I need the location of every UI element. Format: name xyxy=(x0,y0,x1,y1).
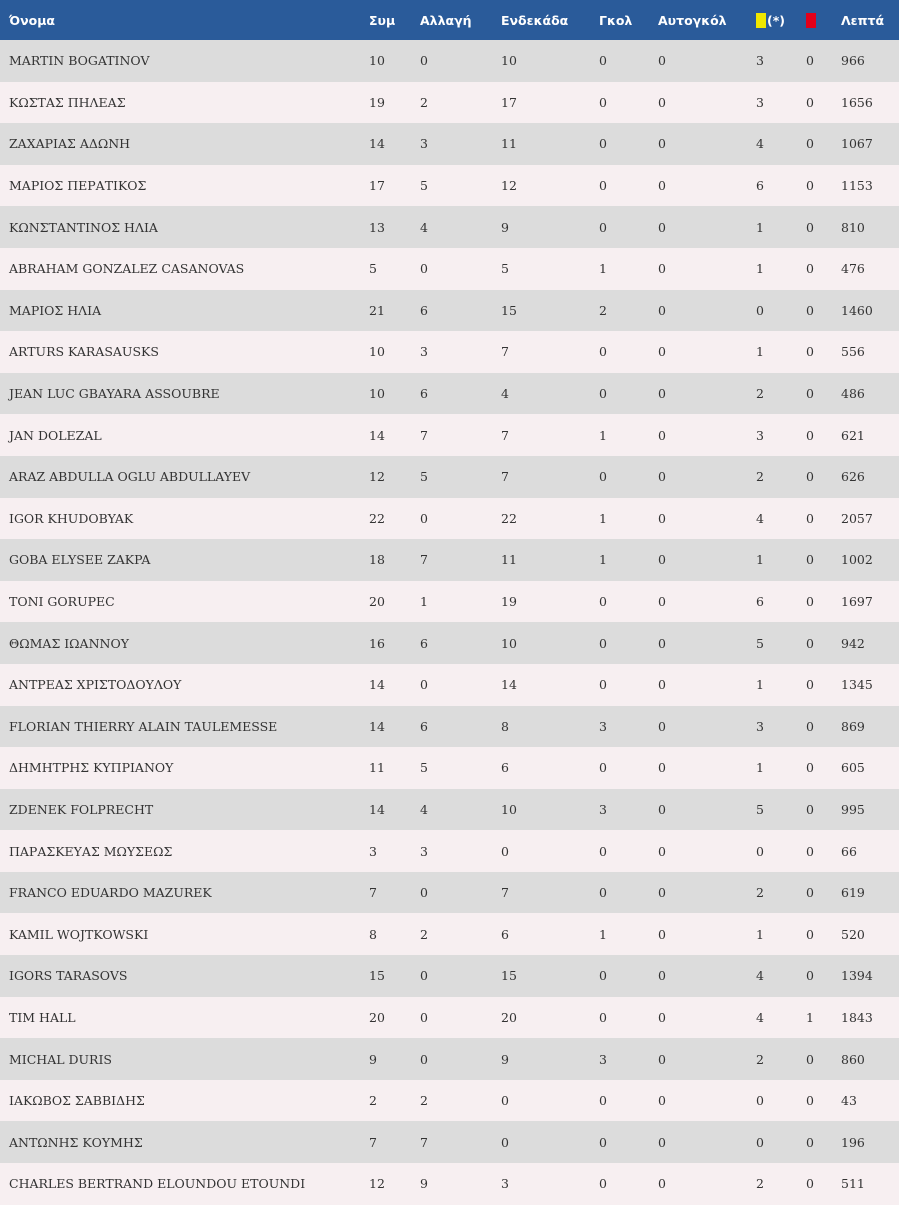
minutes-cell: 810 xyxy=(841,219,865,235)
table-row[interactable] xyxy=(0,123,899,165)
minutes-cell: 2057 xyxy=(841,510,873,526)
goals-cell: 0 xyxy=(599,178,607,194)
red-cards-cell: 0 xyxy=(806,344,814,360)
yellow-card-icon xyxy=(756,13,766,28)
own-goals-cell: 0 xyxy=(658,427,666,443)
yellow-cards-cell: 0 xyxy=(756,302,764,318)
apps-cell: 14 xyxy=(369,677,385,693)
red-cards-cell: 0 xyxy=(806,843,814,859)
header-sub[interactable]: Αλλαγή xyxy=(420,12,472,28)
table-row[interactable] xyxy=(0,581,899,623)
player-name-cell: FLORIAN THIERRY ALAIN TAULEMESSE xyxy=(9,718,278,734)
minutes-cell: 476 xyxy=(841,261,865,277)
own-goals-cell: 0 xyxy=(658,1134,666,1150)
goals-cell: 3 xyxy=(599,1051,607,1067)
red-cards-cell: 0 xyxy=(806,1176,814,1192)
goals-cell: 1 xyxy=(599,510,607,526)
own-goals-cell: 0 xyxy=(658,1093,666,1109)
red-cards-cell: 0 xyxy=(806,801,814,817)
starting-cell: 7 xyxy=(501,427,509,443)
apps-cell: 14 xyxy=(369,136,385,152)
starting-cell: 15 xyxy=(501,968,517,984)
table-row[interactable] xyxy=(0,1163,899,1205)
minutes-cell: 860 xyxy=(841,1051,865,1067)
red-cards-cell: 0 xyxy=(806,53,814,69)
own-goals-cell: 0 xyxy=(658,1176,666,1192)
starting-cell: 7 xyxy=(501,344,509,360)
starting-cell: 11 xyxy=(501,552,517,568)
table-row[interactable] xyxy=(0,1121,899,1163)
own-goals-cell: 0 xyxy=(658,178,666,194)
table-row[interactable] xyxy=(0,206,899,248)
goals-cell: 0 xyxy=(599,136,607,152)
own-goals-cell: 0 xyxy=(658,1009,666,1025)
sub-cell: 5 xyxy=(420,760,428,776)
red-cards-cell: 0 xyxy=(806,469,814,485)
player-name-cell: IGORS TARASOVS xyxy=(9,968,128,984)
player-name-cell: GOBA ELYSEE ZAKPA xyxy=(9,552,151,568)
player-name-cell: ΑΝΤΡΕΑΣ ΧΡΙΣΤΟΔΟΥΛΟΥ xyxy=(9,677,182,693)
own-goals-cell: 0 xyxy=(658,635,666,651)
starting-cell: 0 xyxy=(501,843,509,859)
table-row[interactable] xyxy=(0,706,899,748)
starting-cell: 7 xyxy=(501,469,509,485)
yellow-cards-cell: 2 xyxy=(756,1051,764,1067)
yellow-cards-cell: 4 xyxy=(756,136,764,152)
starting-cell: 3 xyxy=(501,1176,509,1192)
apps-cell: 19 xyxy=(369,94,385,110)
player-name-cell: JAN DOLEZAL xyxy=(9,427,102,443)
player-name-cell: MARTIN BOGATINOV xyxy=(9,53,150,69)
minutes-cell: 520 xyxy=(841,926,865,942)
yellow-cards-cell: 3 xyxy=(756,53,764,69)
yellow-cards-cell: 5 xyxy=(756,635,764,651)
own-goals-cell: 0 xyxy=(658,510,666,526)
apps-cell: 20 xyxy=(369,594,385,610)
yellow-cards-cell: 0 xyxy=(756,843,764,859)
own-goals-cell: 0 xyxy=(658,885,666,901)
starting-cell: 20 xyxy=(501,1009,517,1025)
sub-cell: 3 xyxy=(420,344,428,360)
own-goals-cell: 0 xyxy=(658,552,666,568)
sub-cell: 0 xyxy=(420,510,428,526)
player-name-cell: CHARLES BERTRAND ELOUNDOU ETOUNDI xyxy=(9,1176,306,1192)
yellow-cards-cell: 4 xyxy=(756,510,764,526)
sub-cell: 5 xyxy=(420,469,428,485)
sub-cell: 3 xyxy=(420,843,428,859)
yellow-cards-cell: 1 xyxy=(756,552,764,568)
header-apps[interactable]: Συμ xyxy=(369,12,396,28)
goals-cell: 0 xyxy=(599,1134,607,1150)
sub-cell: 0 xyxy=(420,885,428,901)
table-header-row xyxy=(0,0,899,40)
minutes-cell: 511 xyxy=(841,1176,865,1192)
sub-cell: 2 xyxy=(420,926,428,942)
starting-cell: 9 xyxy=(501,219,509,235)
header-goals[interactable]: Γκολ xyxy=(599,12,633,28)
red-cards-cell: 0 xyxy=(806,178,814,194)
yellow-cards-cell: 6 xyxy=(756,178,764,194)
starting-cell: 0 xyxy=(501,1134,509,1150)
red-cards-cell: 0 xyxy=(806,510,814,526)
starting-cell: 11 xyxy=(501,136,517,152)
sub-cell: 6 xyxy=(420,718,428,734)
red-cards-cell: 0 xyxy=(806,635,814,651)
table-row[interactable] xyxy=(0,82,899,124)
own-goals-cell: 0 xyxy=(658,136,666,152)
yellow-cards-cell: 6 xyxy=(756,594,764,610)
starting-cell: 15 xyxy=(501,302,517,318)
minutes-cell: 486 xyxy=(841,386,865,402)
minutes-cell: 1002 xyxy=(841,552,873,568)
minutes-cell: 942 xyxy=(841,635,865,651)
apps-cell: 17 xyxy=(369,178,385,194)
apps-cell: 16 xyxy=(369,635,385,651)
table-row[interactable] xyxy=(0,165,899,207)
table-row[interactable] xyxy=(0,498,899,540)
red-cards-cell: 0 xyxy=(806,1051,814,1067)
minutes-cell: 1697 xyxy=(841,594,873,610)
goals-cell: 3 xyxy=(599,801,607,817)
red-cards-cell: 1 xyxy=(806,1009,814,1025)
goals-cell: 0 xyxy=(599,344,607,360)
minutes-cell: 1067 xyxy=(841,136,873,152)
goals-cell: 0 xyxy=(599,885,607,901)
goals-cell: 0 xyxy=(599,677,607,693)
red-cards-cell: 0 xyxy=(806,261,814,277)
own-goals-cell: 0 xyxy=(658,469,666,485)
player-name-cell: ABRAHAM GONZALEZ CASANOVAS xyxy=(9,261,245,277)
apps-cell: 14 xyxy=(369,427,385,443)
table-row[interactable] xyxy=(0,622,899,664)
starting-cell: 22 xyxy=(501,510,517,526)
player-name-cell: TONI GORUPEC xyxy=(9,594,115,610)
player-name-cell: ΘΩΜΑΣ ΙΩΑΝΝΟΥ xyxy=(9,635,129,651)
goals-cell: 1 xyxy=(599,427,607,443)
table-row[interactable] xyxy=(0,789,899,831)
minutes-cell: 556 xyxy=(841,344,865,360)
table-row[interactable] xyxy=(0,40,899,82)
sub-cell: 9 xyxy=(420,1176,428,1192)
yellow-cards-cell: 1 xyxy=(756,261,764,277)
own-goals-cell: 0 xyxy=(658,302,666,318)
player-name-cell: KAMIL WOJTKOWSKI xyxy=(9,926,149,942)
minutes-cell: 995 xyxy=(841,801,865,817)
goals-cell: 0 xyxy=(599,594,607,610)
table-row[interactable] xyxy=(0,872,899,914)
header-minutes[interactable]: Λεπτά xyxy=(841,12,885,28)
player-name-cell: JEAN LUC GBAYARA ASSOUBRE xyxy=(9,386,220,402)
red-cards-cell: 0 xyxy=(806,552,814,568)
minutes-cell: 1656 xyxy=(841,94,873,110)
table-row[interactable] xyxy=(0,997,899,1039)
minutes-cell: 1843 xyxy=(841,1009,873,1025)
minutes-cell: 869 xyxy=(841,718,865,734)
sub-cell: 3 xyxy=(420,136,428,152)
own-goals-cell: 0 xyxy=(658,594,666,610)
sub-cell: 0 xyxy=(420,677,428,693)
own-goals-cell: 0 xyxy=(658,801,666,817)
goals-cell: 0 xyxy=(599,968,607,984)
red-cards-cell: 0 xyxy=(806,219,814,235)
starting-cell: 7 xyxy=(501,885,509,901)
yellow-cards-cell: 2 xyxy=(756,1176,764,1192)
apps-cell: 13 xyxy=(369,219,385,235)
sub-cell: 2 xyxy=(420,1093,428,1109)
table-row[interactable] xyxy=(0,456,899,498)
minutes-cell: 1460 xyxy=(841,302,873,318)
minutes-cell: 621 xyxy=(841,427,865,443)
player-name-cell: MICHAL DURIS xyxy=(9,1051,112,1067)
own-goals-cell: 0 xyxy=(658,968,666,984)
yellow-cards-cell: 0 xyxy=(756,1134,764,1150)
sub-cell: 0 xyxy=(420,53,428,69)
own-goals-cell: 0 xyxy=(658,926,666,942)
own-goals-cell: 0 xyxy=(658,718,666,734)
apps-cell: 14 xyxy=(369,801,385,817)
sub-cell: 1 xyxy=(420,594,428,610)
yellow-cards-cell: 4 xyxy=(756,968,764,984)
yellow-cards-cell: 2 xyxy=(756,386,764,402)
apps-cell: 10 xyxy=(369,386,385,402)
own-goals-cell: 0 xyxy=(658,219,666,235)
goals-cell: 0 xyxy=(599,1093,607,1109)
goals-cell: 0 xyxy=(599,386,607,402)
apps-cell: 20 xyxy=(369,1009,385,1025)
minutes-cell: 605 xyxy=(841,760,865,776)
goals-cell: 1 xyxy=(599,926,607,942)
starting-cell: 17 xyxy=(501,94,517,110)
starting-cell: 12 xyxy=(501,178,517,194)
yellow-cards-cell: 1 xyxy=(756,760,764,776)
table-row[interactable] xyxy=(0,414,899,456)
apps-cell: 10 xyxy=(369,344,385,360)
minutes-cell: 196 xyxy=(841,1134,865,1150)
table-row[interactable] xyxy=(0,913,899,955)
own-goals-cell: 0 xyxy=(658,261,666,277)
goals-cell: 0 xyxy=(599,760,607,776)
player-name-cell: ARTURS KARASAUSKS xyxy=(9,344,159,360)
apps-cell: 21 xyxy=(369,302,385,318)
sub-cell: 2 xyxy=(420,94,428,110)
red-cards-cell: 0 xyxy=(806,718,814,734)
player-name-cell: ΜΑΡΙΟΣ ΠΕΡΑΤΙΚΟΣ xyxy=(9,178,147,194)
own-goals-cell: 0 xyxy=(658,344,666,360)
table-row[interactable] xyxy=(0,539,899,581)
minutes-cell: 1153 xyxy=(841,178,873,194)
starting-cell: 9 xyxy=(501,1051,509,1067)
yellow-cards-cell: 2 xyxy=(756,469,764,485)
minutes-cell: 966 xyxy=(841,53,865,69)
sub-cell: 0 xyxy=(420,1009,428,1025)
apps-cell: 3 xyxy=(369,843,377,859)
starting-cell: 8 xyxy=(501,718,509,734)
own-goals-cell: 0 xyxy=(658,843,666,859)
starting-cell: 19 xyxy=(501,594,517,610)
player-name-cell: ΠΑΡΑΣΚΕΥΑΣ ΜΩΥΣΕΩΣ xyxy=(9,843,173,859)
sub-cell: 7 xyxy=(420,552,428,568)
own-goals-cell: 0 xyxy=(658,386,666,402)
goals-cell: 2 xyxy=(599,302,607,318)
own-goals-cell: 0 xyxy=(658,1051,666,1067)
own-goals-cell: 0 xyxy=(658,760,666,776)
header-name[interactable]: Όνομα xyxy=(9,12,56,28)
apps-cell: 2 xyxy=(369,1093,377,1109)
apps-cell: 11 xyxy=(369,760,385,776)
yellow-cards-cell: 3 xyxy=(756,427,764,443)
own-goals-cell: 0 xyxy=(658,677,666,693)
red-cards-cell: 0 xyxy=(806,677,814,693)
goals-cell: 0 xyxy=(599,94,607,110)
starting-cell: 4 xyxy=(501,386,509,402)
starting-cell: 6 xyxy=(501,926,509,942)
red-cards-cell: 0 xyxy=(806,926,814,942)
starting-cell: 10 xyxy=(501,53,517,69)
yellow-cards-cell: 4 xyxy=(756,1009,764,1025)
sub-cell: 7 xyxy=(420,1134,428,1150)
red-cards-cell: 0 xyxy=(806,968,814,984)
apps-cell: 15 xyxy=(369,968,385,984)
red-cards-cell: 0 xyxy=(806,885,814,901)
apps-cell: 8 xyxy=(369,926,377,942)
player-name-cell: ΔΗΜΗΤΡΗΣ ΚΥΠΡΙΑΝΟΥ xyxy=(9,760,174,776)
goals-cell: 0 xyxy=(599,219,607,235)
sub-cell: 0 xyxy=(420,1051,428,1067)
red-cards-cell: 0 xyxy=(806,427,814,443)
header-own-goals[interactable]: Αυτογκόλ xyxy=(658,12,727,28)
player-name-cell: ΑΝΤΩΝΗΣ ΚΟΥΜΗΣ xyxy=(9,1134,143,1150)
header-yellow-cards[interactable] xyxy=(756,0,806,40)
player-name-cell: ΚΩΝΣΤΑΝΤΙΝΟΣ ΗΛΙΑ xyxy=(9,219,158,235)
yellow-cards-cell: 1 xyxy=(756,926,764,942)
red-cards-cell: 0 xyxy=(806,302,814,318)
goals-cell: 0 xyxy=(599,53,607,69)
own-goals-cell: 0 xyxy=(658,94,666,110)
goals-cell: 1 xyxy=(599,552,607,568)
apps-cell: 9 xyxy=(369,1051,377,1067)
yellow-cards-cell: 1 xyxy=(756,344,764,360)
red-cards-cell: 0 xyxy=(806,760,814,776)
goals-cell: 0 xyxy=(599,635,607,651)
minutes-cell: 66 xyxy=(841,843,857,859)
sub-cell: 7 xyxy=(420,427,428,443)
player-name-cell: ΖΑΧΑΡΙΑΣ ΑΔΩΝΗ xyxy=(9,136,131,152)
goals-cell: 0 xyxy=(599,1009,607,1025)
goals-cell: 3 xyxy=(599,718,607,734)
minutes-cell: 1345 xyxy=(841,677,873,693)
starting-cell: 10 xyxy=(501,801,517,817)
own-goals-cell: 0 xyxy=(658,53,666,69)
apps-cell: 14 xyxy=(369,718,385,734)
yellow-cards-cell: 5 xyxy=(756,801,764,817)
table-body xyxy=(0,40,899,1205)
starting-cell: 5 xyxy=(501,261,509,277)
sub-cell: 5 xyxy=(420,178,428,194)
sub-cell: 6 xyxy=(420,635,428,651)
starting-cell: 0 xyxy=(501,1093,509,1109)
apps-cell: 22 xyxy=(369,510,385,526)
apps-cell: 12 xyxy=(369,1176,385,1192)
header-red-cards[interactable] xyxy=(806,0,841,40)
table-row[interactable] xyxy=(0,955,899,997)
sub-cell: 6 xyxy=(420,386,428,402)
table-row[interactable] xyxy=(0,373,899,415)
player-name-cell: TIM HALL xyxy=(9,1009,76,1025)
player-name-cell: ARAZ ABDULLA OGLU ABDULLAYEV xyxy=(9,469,251,485)
yellow-cards-cell: 1 xyxy=(756,219,764,235)
goals-cell: 0 xyxy=(599,1176,607,1192)
table-row[interactable] xyxy=(0,1080,899,1122)
player-name-cell: IGOR KHUDOBYAK xyxy=(9,510,134,526)
apps-cell: 10 xyxy=(369,53,385,69)
yellow-card-suffix: (*) xyxy=(767,12,785,28)
yellow-cards-cell: 0 xyxy=(756,1093,764,1109)
minutes-cell: 43 xyxy=(841,1093,857,1109)
red-cards-cell: 0 xyxy=(806,386,814,402)
player-name-cell: ΚΩΣΤΑΣ ΠΗΛΕΑΣ xyxy=(9,94,126,110)
table-row[interactable] xyxy=(0,248,899,290)
sub-cell: 4 xyxy=(420,801,428,817)
red-card-icon xyxy=(806,13,816,28)
player-name-cell: ZDENEK FOLPRECHT xyxy=(9,801,154,817)
sub-cell: 4 xyxy=(420,219,428,235)
yellow-cards-cell: 3 xyxy=(756,718,764,734)
goals-cell: 0 xyxy=(599,843,607,859)
apps-cell: 18 xyxy=(369,552,385,568)
red-cards-cell: 0 xyxy=(806,1134,814,1150)
goals-cell: 1 xyxy=(599,261,607,277)
player-name-cell: ΜΑΡΙΟΣ ΗΛΙΑ xyxy=(9,302,102,318)
yellow-cards-cell: 3 xyxy=(756,94,764,110)
minutes-cell: 619 xyxy=(841,885,865,901)
table-row[interactable] xyxy=(0,331,899,373)
table-row[interactable] xyxy=(0,830,899,872)
apps-cell: 12 xyxy=(369,469,385,485)
header-starting[interactable]: Ενδεκάδα xyxy=(501,12,569,28)
apps-cell: 7 xyxy=(369,885,377,901)
table-row[interactable] xyxy=(0,747,899,789)
sub-cell: 0 xyxy=(420,968,428,984)
starting-cell: 14 xyxy=(501,677,517,693)
player-name-cell: FRANCO EDUARDO MAZUREK xyxy=(9,885,212,901)
red-cards-cell: 0 xyxy=(806,1093,814,1109)
minutes-cell: 626 xyxy=(841,469,865,485)
sub-cell: 6 xyxy=(420,302,428,318)
red-cards-cell: 0 xyxy=(806,94,814,110)
goals-cell: 0 xyxy=(599,469,607,485)
table-row[interactable] xyxy=(0,290,899,332)
red-cards-cell: 0 xyxy=(806,594,814,610)
yellow-cards-cell: 2 xyxy=(756,885,764,901)
player-name-cell: ΙΑΚΩΒΟΣ ΣΑΒΒΙΔΗΣ xyxy=(9,1093,145,1109)
table-row[interactable] xyxy=(0,664,899,706)
apps-cell: 5 xyxy=(369,261,377,277)
sub-cell: 0 xyxy=(420,261,428,277)
red-cards-cell: 0 xyxy=(806,136,814,152)
minutes-cell: 1394 xyxy=(841,968,873,984)
starting-cell: 10 xyxy=(501,635,517,651)
table-row[interactable] xyxy=(0,1038,899,1080)
yellow-cards-cell: 1 xyxy=(756,677,764,693)
apps-cell: 7 xyxy=(369,1134,377,1150)
starting-cell: 6 xyxy=(501,760,509,776)
